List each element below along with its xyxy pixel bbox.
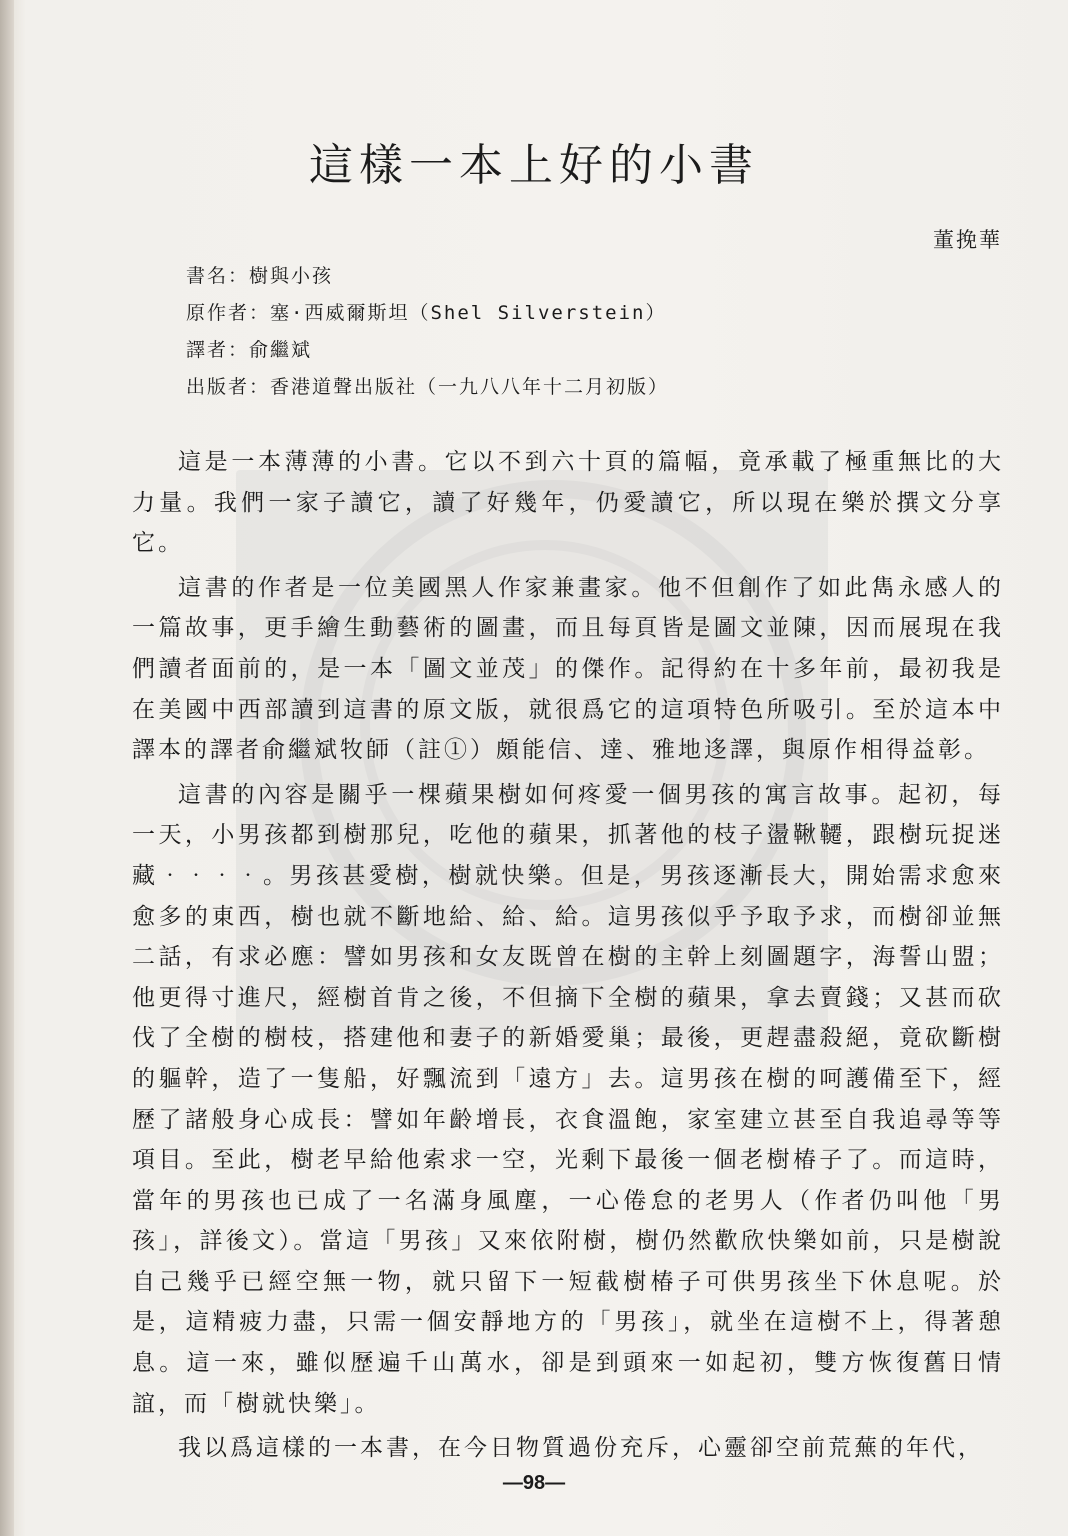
translator-line: 譯者：俞繼斌 bbox=[186, 339, 313, 361]
page-number: —98— bbox=[502, 1472, 566, 1494]
publisher-line: 出版者：香港道聲出版社（一九八八年十二月初版） bbox=[186, 376, 670, 398]
paragraph: 這書的內容是關乎一棵蘋果樹如何疼愛一個男孩的寓言故事。起初，每一天，小男孩都到樹那兒，吃他的蘋果，抓著他的枝子盪鞦韆，跟樹玩捉迷藏‧‧‧‧。男孩甚愛樹，樹就快樂。但是，男孩逐漸長大，開始需求愈來愈多的東西，樹也就不斷地給、給、給。這男孩似乎予取予求，而樹卻並無二話，有求必應：譬如男孩和女友既曾在樹的主幹上刻圖題字，海誓山盟；他更得寸進尺，經樹首肯之後，不但摘下全樹的蘋果，拿去賣錢；又甚而砍伐了全樹的樹枝，搭建他和妻子的新婚愛巢；最後，更趕盡殺絕，竟砍斷樹的軀幹，造了一隻船，好飄流到「遠方」去。這男孩在樹的呵護備至下，經歷了諸般身心成長：譬如年齡增長，衣食溫飽，家室建立甚至自我追尋等等項目。至此，樹老早給他索求一空，光剩下最後一個老樹椿子了。而這時，當年的男孩也已成了一名滿身風塵，一心倦怠的老男人（作者仍叫他「男孩」，詳後文）。當這「男孩」又來依附樹，樹仍然歡欣快樂如前，只是樹說自己幾乎已經空無一物，就只留下一短截樹椿子可供男孩坐下休息呢。於是，這精疲力盡，只需一個安靜地方的「男孩」，就坐在這樹不上，得著憩息。這一來，雖似歷遍千山萬水，卻是到頭來一如起初，雙方恢復舊日情誼，而「樹就快樂」。 bbox=[132, 781, 1004, 1417]
book-spine-shadow bbox=[0, 0, 14, 1536]
book-info bbox=[186, 258, 669, 406]
author-name: 董挽華 bbox=[933, 228, 1002, 252]
article-body bbox=[132, 442, 1004, 1473]
original-author-line: 原作者：塞·西威爾斯坦（Shel Silverstein） bbox=[186, 302, 667, 324]
paragraph: 這書的作者是一位美國黑人作家兼畫家。他不但創作了如此雋永感人的一篇故事，更手繪生動藝術的圖畫，而且每頁皆是圖文並陳，因而展現在我們讀者面前的，是一本「圖文並茂」的傑作。記得約在十多年前，最初我是在美國中西部讀到這書的原文版，就很爲它的這項特色所吸引。至於這本中譯本的譯者俞繼斌牧師（註①）頗能信、達、雅地迻譯，與原作相得益彰。 bbox=[132, 574, 1004, 764]
paragraph: 這是一本薄薄的小書。它以不到六十頁的篇幅，竟承載了極重無比的大力量。我們一家子讀它，讀了好幾年，仍愛讀它，所以現在樂於撰文分享它。 bbox=[132, 449, 1004, 557]
book-name-line: 書名：樹與小孩 bbox=[186, 265, 334, 287]
article-title: 這樣一本上好的小書 bbox=[309, 140, 759, 192]
paragraph: 我以爲這樣的一本書，在今日物質過份充斥，心靈卻空前荒蕪的年代， bbox=[178, 1435, 984, 1462]
